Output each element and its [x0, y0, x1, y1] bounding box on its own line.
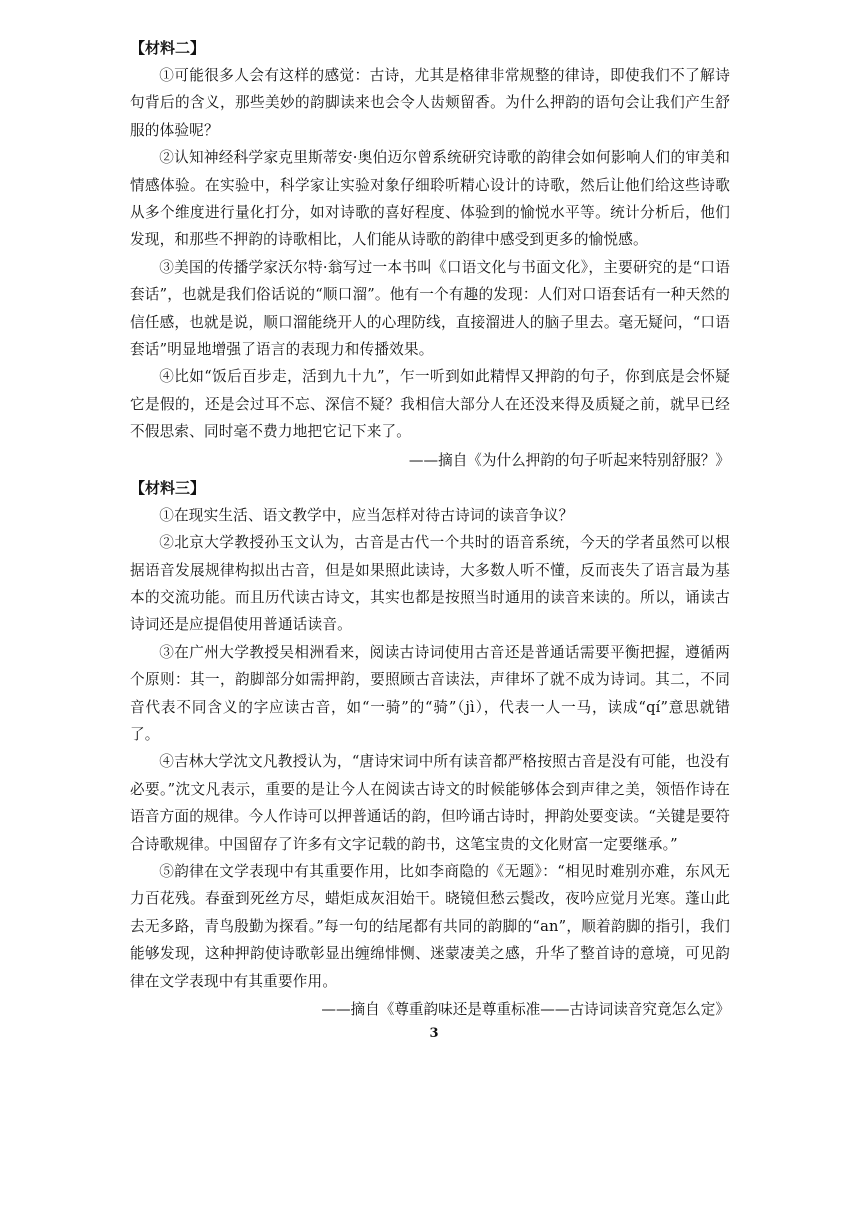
paragraph: ①在现实生活、语文教学中，应当怎样对待古诗词的读音争议？: [159, 506, 574, 524]
paragraph: ②北京大学教授孙玉文认为，古音是古代一个共时的语音系统，今天的学者虽然可以根据语音发展规律构拟出古音，但是如果照此读诗，大多数人听不懂，反而丧失了语言最为基本的交流功能。而且历代读古诗文，其实也都是按照当时通用的读音来读的。所以，诵读古诗词还是应提倡使用普通话读音。: [130, 534, 730, 634]
material-three-section: [130, 476, 730, 1023]
paragraph: ①可能很多人会有这样的感觉：古诗，尤其是格律非常规整的律诗，即使我们不了解诗句背后的含义，那些美妙的韵脚读来也会令人齿颊留香。为什么押韵的语句会让我们产生舒服的体验呢？: [130, 67, 730, 139]
material-two-section: [130, 36, 730, 474]
paragraph: ⑤韵律在文学表现中有其重要作用，比如李商隐的《无题》：“相见时难别亦难，东风无力百花残。春蚕到死丝方尽，蜡炬成灰泪始干。晓镜但愁云鬓改，夜吟应觉月光寒。蓬山此去无多路，青鸟殷勤为探看。”每一句的结尾都有共同的韵脚的“an”，顺着韵脚的指引，我们能够发现，这种押韵使诗歌彰显出缠绵悱恻、迷蒙凄美之感，升华了整首诗的意境，可见韵律在文学表现中有其重要作用。: [130, 862, 730, 990]
page-number: 3: [429, 1026, 439, 1041]
source-citation: ——摘自《为什么押韵的句子听起来特别舒服？》: [408, 451, 730, 469]
paragraph: ③在广州大学教授吴相洲看来，阅读古诗词使用古音还是普通话需要平衡把握，遵循两个原则：其一，韵脚部分如需押韵，要照顾古音读法，声律坏了就不成为诗词。其二，不同音代表不同含义的字应读古音，如“一骑”的“骑”（jì），代表一人一马，读成“qí”意思就错了。: [130, 643, 730, 743]
document-body: [130, 36, 730, 1025]
paragraph: ④比如“饭后百步走，活到九十九”，乍一听到如此精悍又押韵的句子，你到底是会怀疑它是假的，还是会过耳不忘、深信不疑？我相信大部分人在还没来得及质疑之前，就早已经不假思索、同时毫不费力地把它记下来了。: [130, 368, 730, 441]
section-heading: 【材料三】: [130, 478, 206, 497]
section-heading: 【材料二】: [130, 39, 206, 57]
paragraph: ②认知神经科学家克里斯蒂安·奥伯迈尔曾系统研究诗歌的韵律会如何影响人们的审美和情感体验。在实验中，科学家让实验对象仔细聆听精心设计的诗歌，然后让他们给这些诗歌从多个维度进行量化打分，如对诗歌的喜好程度、体验到的愉悦水平等。统计分析后，他们发现，和那些不押韵的诗歌相比，人们能从诗歌的韵律中感受到更多的愉悦感。: [130, 149, 730, 249]
paragraph: ④吉林大学沈文凡教授认为，“唐诗宋词中所有读音都严格按照古音是没有可能，也没有必要。”沈文凡表示，重要的是让今人在阅读古诗文的时候能够体会到声律之美，领悟作诗在语音方面的规律。今人作诗可以押普通话的韵，但吟诵古诗时，押韵处要变读。“关键是要符合诗歌规律。中国留存了许多有文字记载的韵书，这笔宝贵的文化财富一定要继承。”: [130, 753, 730, 853]
source-citation: ——摘自《尊重韵味还是尊重标准——古诗词读音究竟怎么定》: [321, 1001, 730, 1018]
paragraph: ③美国的传播学家沃尔特·翁写过一本书叫《口语文化与书面文化》，主要研究的是“口语套话”，也就是我们俗话说的“顺口溜”。他有一个有趣的发现：人们对口语套话有一种天然的信任感，也就是说，顺口溜能绕开人的心理防线，直接溜进人的脑子里去。毫无疑问，“口语套话”明显地增强了语言的表现力和传播效果。: [130, 258, 730, 359]
